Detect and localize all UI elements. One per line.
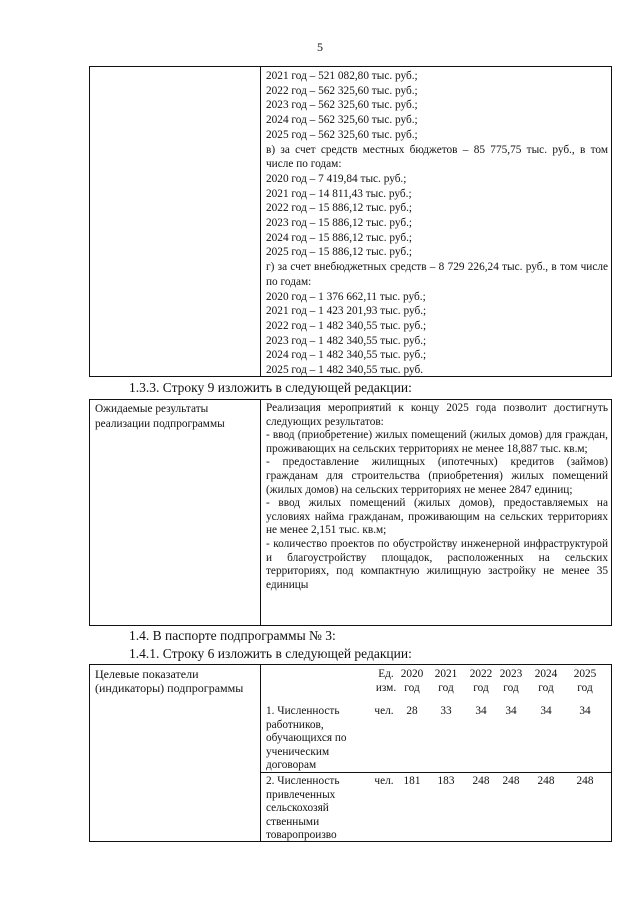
indicator-value: 34 (475, 705, 487, 717)
funding-line: 2023 год – 562 325,60 тыс. руб.; (266, 99, 418, 112)
funding-line: 2025 год – 562 325,60 тыс. руб.; (266, 128, 418, 141)
column-divider (260, 665, 261, 841)
column-divider (260, 400, 261, 625)
funding-line: г) за счет внебюджетных средств – 8 729 226,24 тыс. руб., в том числе по годам: (266, 261, 608, 288)
indicator-unit: чел. (374, 705, 394, 717)
indicators-table (89, 664, 612, 842)
indicator-value: 248 (472, 775, 490, 787)
section-heading-1-4: 1.4. В паспорте подпрограммы № 3: (129, 628, 336, 643)
results-paragraph: - предоставление жилищных (ипотечных) кредитов (займов) гражданам для строительства (приобретения) жилых помещений (жилых домов) на сельских территориях не менее 2847 единиц; (266, 456, 608, 496)
funding-line: 2025 год – 1 482 340,55 тыс. руб. (266, 364, 424, 377)
indicator-value: 248 (576, 775, 594, 787)
column-header-2020: 2020 год (400, 668, 424, 694)
funding-line: 2024 год – 562 325,60 тыс. руб.; (266, 114, 418, 127)
funding-line: 2020 год – 1 376 662,11 тыс. руб.; (266, 290, 426, 303)
funding-line: 2021 год – 14 811,43 тыс. руб.; (266, 187, 412, 200)
indicator-value: 34 (540, 705, 552, 717)
indicators-label: Целевые показатели (индикаторы) подпрограммы (95, 667, 244, 696)
funding-line: 2021 год – 1 423 201,93 тыс. руб.; (266, 305, 427, 318)
indicator-value: 248 (537, 775, 555, 787)
results-content (266, 402, 608, 592)
funding-line: 2020 год – 7 419,84 тыс. руб.; (266, 172, 407, 185)
page-number: 5 (317, 40, 323, 54)
indicator-value: 34 (579, 705, 591, 717)
column-divider (260, 67, 261, 376)
funding-line: 2022 год – 15 886,12 тыс. руб.; (266, 202, 413, 215)
funding-line: в) за счет средств местных бюджетов – 85 775,75 тыс. руб., в том числе по годам: (266, 143, 608, 171)
results-paragraph: - ввод (приобретение) жилых помещений (жилых домов) для граждан, проживающих на сельских территориях не менее 18,887 тыс. кв.м; (266, 429, 608, 455)
funding-line: 2022 год – 1 482 340,55 тыс. руб.; (266, 319, 427, 332)
funding-line: 2021 год – 521 082,80 тыс. руб.; (266, 70, 418, 82)
column-header-2023: 2023 год (499, 668, 523, 694)
indicator-row-name: 1. Численность работников, обучающихся по ученическим договорам (266, 705, 347, 772)
section-heading-1-4-1: 1.4.1. Строку 6 изложить в следующей редакции: (129, 646, 412, 661)
funding-table (89, 66, 612, 377)
indicator-value: 28 (406, 705, 418, 717)
indicator-value: 248 (502, 775, 520, 787)
indicator-value: 181 (403, 775, 421, 787)
results-paragraph: Реализация мероприятий к концу 2025 года позволит достигнуть следующих результатов: (266, 402, 608, 428)
results-label: Ожидаемые результаты реализации подпрограммы (95, 403, 225, 430)
indicator-value: 183 (437, 775, 455, 787)
column-header-2022: 2022 год (469, 668, 493, 694)
results-paragraph: - ввод жилых помещений (жилых домов), предоставляемых на условиях найма гражданам, проживающим на сельских территориях не менее 2,151 тыс. кв.м; (266, 497, 608, 537)
funding-line: 2023 год – 1 482 340,55 тыс. руб.; (266, 334, 427, 347)
indicator-row-name: 2. Численность привлеченных сельскохозяй ственными товаропроизво (266, 775, 340, 842)
results-table (89, 399, 612, 626)
results-paragraph: - количество проектов по обустройству инженерной инфраструктурой и благоустройству площадок, расположенных на сельских территориях, под компактную жилищную застройку не менее 35 единицы (266, 537, 608, 591)
column-header-2021: 2021 год (434, 668, 458, 694)
funding-lines (266, 69, 608, 378)
column-header-unit: Ед. изм. (375, 668, 397, 694)
funding-line: 2025 год – 15 886,12 тыс. руб.; (266, 246, 413, 259)
funding-line: 2023 год – 15 886,12 тыс. руб.; (266, 217, 413, 230)
indicator-value: 34 (505, 705, 517, 717)
section-heading-1-3-3: 1.3.3. Строку 9 изложить в следующей редакции: (129, 380, 412, 395)
indicator-value: 33 (440, 705, 452, 717)
column-header-2025: 2025 год (573, 668, 597, 694)
indicator-unit: чел. (374, 775, 394, 787)
column-header-2024: 2024 год (534, 668, 558, 694)
funding-line: 2022 год – 562 325,60 тыс. руб.; (266, 84, 418, 97)
funding-line: 2024 год – 15 886,12 тыс. руб.; (266, 231, 413, 244)
funding-line: 2024 год – 1 482 340,55 тыс. руб.; (266, 349, 427, 362)
